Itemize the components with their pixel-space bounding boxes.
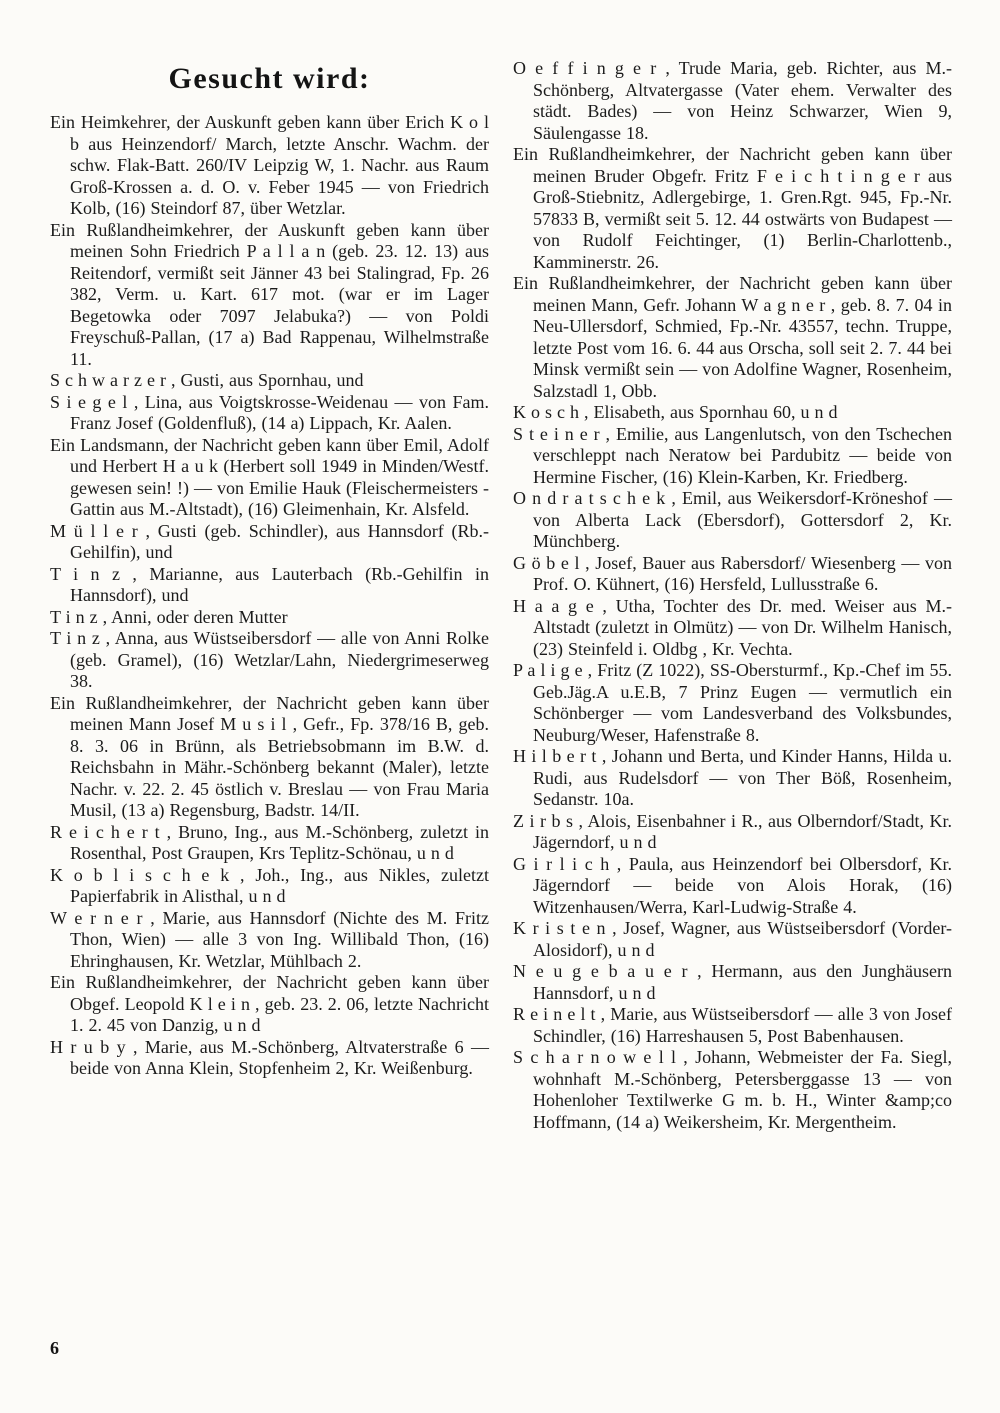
search-entry: O e f f i n g e r , Trude Maria, geb. Richter, aus M.-Schönberg, Altvatergasse (Vater ehem. Verwalter des städt. Bades) — von Heinz Schwarzer, Wien 9, Säulengasse 18. bbox=[513, 58, 952, 143]
page-title: Gesucht wird: bbox=[168, 62, 371, 95]
search-entry: K r i s t e n , Josef, Wagner, aus Wüstseibersdorf (Vorder-Alosidorf), u n d bbox=[513, 918, 952, 960]
search-entry: O n d r a t s c h e k , Emil, aus Weikersdorf-Kröneshof — von Alberta Lack (Ebersdorf), Gottersdorf 2, Kr. Münchberg. bbox=[513, 488, 952, 551]
search-entry: N e u g e b a u e r , Hermann, aus den Junghäusern Hannsdorf, u n d bbox=[513, 961, 952, 1003]
search-entry: W e r n e r , Marie, aus Hannsdorf (Nichte des M. Fritz Thon, Wien) — alle 3 von Ing. Willibald Thon, (16) Ehringhausen, Kr. Wetzlar, Mühlbach 2. bbox=[50, 907, 489, 971]
search-entry: H i l b e r t , Johann und Berta, und Kinder Hanns, Hilda u. Rudi, aus Rudelsdorf — von Ther Böß, Rosenheim, Sedanstr. 10a. bbox=[513, 746, 952, 809]
search-entry: G ö b e l , Josef, Bauer aus Rabersdorf/ Wiesenberg — von Prof. O. Kühnert, (16) Hersfeld, Lullusstraße 6. bbox=[513, 552, 952, 594]
right-column bbox=[513, 58, 952, 1133]
search-entry: T i n z , Marianne, aus Lauterbach (Rb.-Gehilfin in Hannsdorf), und bbox=[50, 563, 489, 605]
search-entry: Ein Rußlandheimkehrer, der Nachricht geben kann über Obgef. Leopold K l e i n , geb. 23. 2. 06, letzte Nachricht 1. 2. 45 von Danzig, u n d bbox=[50, 972, 489, 1035]
page-number: 6 bbox=[50, 1338, 59, 1358]
search-entry: T i n z , Anna, aus Wüstseibersdorf — alle von Anni Rolke (geb. Gramel), (16) Wetzlar/Lahn, Niedergrimeserweg 38. bbox=[50, 628, 489, 691]
search-entry: Ein Rußlandheimkehrer, der Nachricht geben kann über meinen Bruder Obgefr. Fritz F e i c h t i n g e r aus Groß-Stiebnitz, Adlergebirge, 1. Gren.Rgt. 945, Fp.-Nr. 57833 B, vermißt seit 5. 12. 44 ostwärts von Budapest — von Rudolf Feichtinger, (1) Berlin-Charlottenb., Kamminerstr. 26. bbox=[513, 144, 952, 272]
search-entry: H a a g e , Utha, Tochter des Dr. med. Weiser aus M.-Altstadt (zuletzt in Olmütz) — von Dr. Wilhelm Hanisch, (23) Steinfeld i. Oldbg , Kr. Vechta. bbox=[513, 595, 952, 659]
search-entry: Z i r b s , Alois, Eisenbahner i R., aus Olberndorf/Stadt, Kr. Jägerndorf, u n d bbox=[513, 810, 952, 852]
search-entry: P a l i g e , Fritz (Z 1022), SS-Obersturmf., Kp.-Chef im 55. Geb.Jäg.A u.E.B, 7 Prinz Eugen — vermutlich ein Schönberger — vom Landesverband des Volksbundes, Neuburg/Weser, Hafenstraße 8. bbox=[513, 660, 952, 745]
search-entry: Ein Rußlandheimkehrer, der Auskunft geben kann über meinen Sohn Friedrich P a l l a n (geb. 23. 12. 13) aus Reitendorf, vermißt seit Jänner 43 bei Stalingrad, Fp. 26 382, Verm. u. Kart. 617 mot. (war er im Lager Begetowka oder 7097 Jelabuka?) — von Poldi Freyschuß-Pallan, (17 a) Bad Rappenau, Wilhelmstraße 11. bbox=[50, 219, 489, 369]
search-entry: Ein Rußlandheimkehrer, der Nachricht geben kann über meinen Mann Josef M u s i l , Gefr., Fp. 378/16 B, geb. 8. 3. 06 in Brünn, als Betriebsobmann im B.W. d. Reichsbahn in Mähr.-Schönberg bekannt (Maler), letzte Nachr. v. 22. 2. 45 östlich v. Breslau — von Frau Maria Musil, (13 a) Regensburg, Badstr. 14/II. bbox=[50, 692, 489, 820]
search-entry: K o s c h , Elisabeth, aus Spornhau 60, u n d bbox=[513, 402, 838, 422]
search-entry: Ein Landsmann, der Nachricht geben kann über Emil, Adolf und Herbert H a u k (Herbert soll 1949 in Minden/Westf. gewesen sein! !) — von Emilie Hauk (Fleischermeisters - Gattin aus M.-Altstadt), (16) Gleimenhain, Kr. Alsfeld. bbox=[50, 434, 489, 519]
search-entry: M ü l l e r , Gusti (geb. Schindler), aus Hannsdorf (Rb.-Gehilfin), und bbox=[50, 520, 489, 562]
search-entry: S c h a r n o w e l l , Johann, Webmeister der Fa. Siegl, wohnhaft M.-Schönberg, Petersberggasse 13 — von Hohenloher Textilwerke G m. b. H., Winter &amp;co Hoffmann, (14 a) Weikersheim, Kr. Mergentheim. bbox=[513, 1047, 952, 1132]
search-entry: K o b l i s c h e k , Joh., Ing., aus Nikles, zuletzt Papierfabrik in Alisthal, u n d bbox=[50, 864, 489, 906]
search-entry: T i n z , Anni, oder deren Mutter bbox=[50, 606, 288, 627]
search-entry: S t e i n e r , Emilie, aus Langenlutsch, von den Tschechen verschleppt nach Neratow bei Pardubitz — beide von Hermine Fischer, (16) Klein-Karben, Kr. Friedberg. bbox=[513, 423, 952, 487]
search-entry: S c h w a r z e r , Gusti, aus Spornhau, und bbox=[50, 370, 364, 390]
left-column bbox=[50, 58, 489, 1080]
two-column-layout bbox=[50, 58, 952, 1133]
search-entry: Ein Rußlandheimkehrer, der Nachricht geben kann über meinen Mann, Gefr. Johann W a g n e r , geb. 8. 7. 04 in Neu-Ullersdorf, Schmied, Fp.-Nr. 43557, techn. Truppe, letzte Post vom 16. 6. 44 aus Orscha, soll seit 2. 7. 44 bei Minsk vermißt sein — von Adolfine Wagner, Rosenheim, Salzstadl 1, Obb. bbox=[513, 273, 952, 401]
search-entry: H r u b y , Marie, aus M.-Schönberg, Altvaterstraße 6 — beide von Anna Klein, Stopfenheim 2, Kr. Weißenburg. bbox=[50, 1036, 489, 1078]
search-entry: S i e g e l , Lina, aus Voigtskrosse-Weidenau — von Fam. Franz Josef (Goldenfluß), (14 a) Lippach, Kr. Aalen. bbox=[50, 391, 489, 433]
search-entry: R e i c h e r t , Bruno, Ing., aus M.-Schönberg, zuletzt in Rosenthal, Post Graupen, Krs Teplitz-Schönau, u n d bbox=[50, 821, 489, 863]
search-entry: G i r l i c h , Paula, aus Heinzendorf bei Olbersdorf, Kr. Jägerndorf — beide von Alois Horak, (16) Witzenhausen/Werra, Karl-Ludwig-Straße 4. bbox=[513, 853, 952, 917]
search-entry: Ein Heimkehrer, der Auskunft geben kann über Erich K o l b aus Heinzendorf/ March, letzte Anschr. Wachm. der schw. Flak-Batt. 260/IV Leipzig W, 1. Nachr. aus Raum Groß-Krossen a. d. O. v. Feber 1945 — von Friedrich Kolb, (16) Steindorf 87, über Wetzlar. bbox=[50, 112, 489, 218]
search-entry: R e i n e l t , Marie, aus Wüstseibersdorf — alle 3 von Josef Schindler, (16) Harreshausen 5, Post Babenhausen. bbox=[513, 1004, 952, 1046]
